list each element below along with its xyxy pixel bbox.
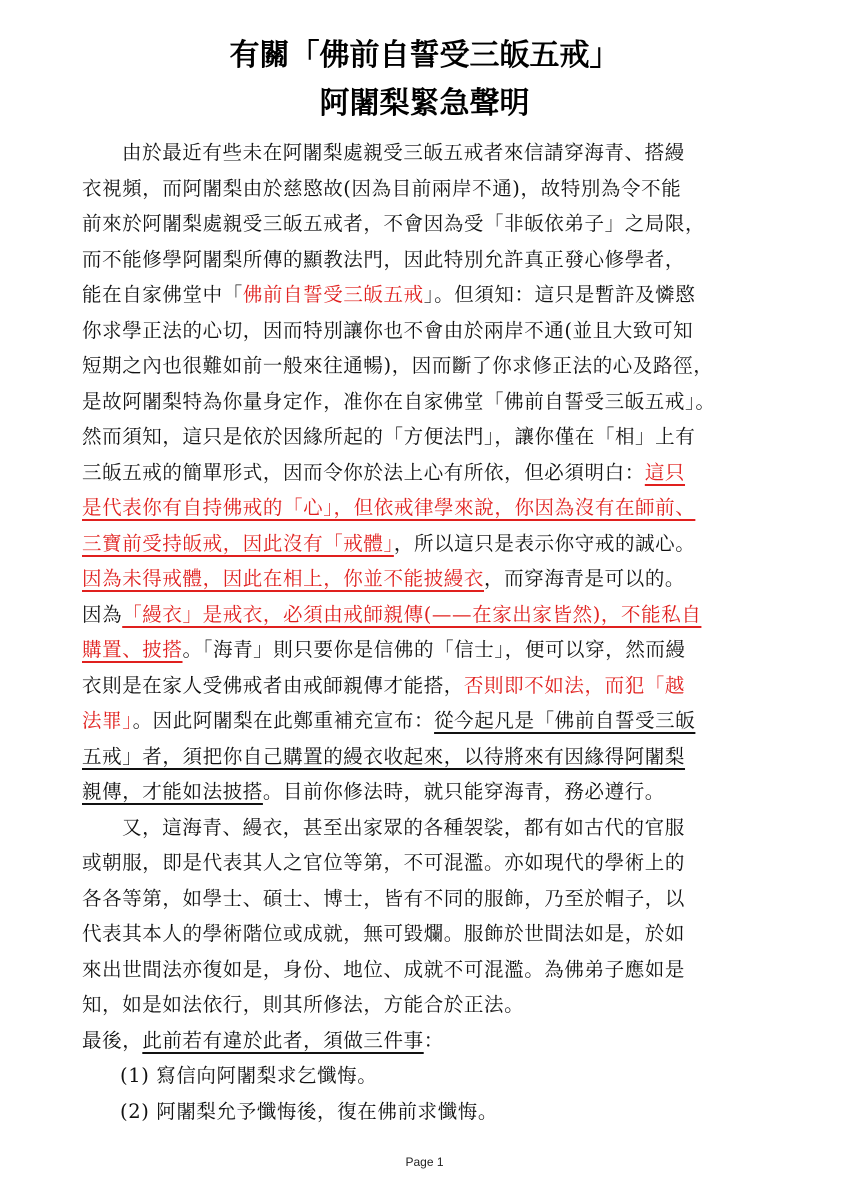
text-segment: 你求學正法的心切，因而特別讓你也不會由於兩岸不通(並且大致可知 — [82, 318, 694, 342]
paragraph-line — [82, 952, 772, 988]
paragraph-line — [82, 419, 772, 455]
text-segment: ，所以這只是表示你守戒的誠心。 — [393, 531, 696, 555]
page-number: Page 1 — [405, 1155, 444, 1169]
text-segment: 五戒」者，須把你自己購置的縵衣收起來，以待將來有因緣得阿闍梨 — [82, 744, 686, 768]
list-item — [82, 1094, 772, 1130]
text-segment: 最後， — [82, 1028, 143, 1052]
paragraph-line — [82, 490, 772, 526]
text-segment: 又，這海青、縵衣，甚至出家眾的各種袈裟，都有如古代的官服 — [122, 815, 685, 839]
text-segment: 否則即不如法，而犯「越 — [463, 673, 686, 697]
text-segment: 前來於阿闍梨處親受三皈五戒者，不會因為受「非皈依弟子」之局限， — [82, 212, 706, 235]
text-segment: 或朝服，即是代表其人之官位等第，不可混濫。亦如現代的學術上的 — [82, 851, 686, 874]
text-segment: 此前若有違於此者，須做三件事 — [142, 1028, 424, 1052]
text-segment: 。目前你修法時，就只能穿海青，務必遵行。 — [262, 780, 665, 803]
list-item — [82, 1058, 772, 1094]
text-segment: 衣則是在家人受佛戒者由戒師親傳才能搭， — [82, 673, 464, 697]
text-segment: 從今起凡是「佛前自誓受三皈 — [434, 709, 696, 732]
paragraph-line — [82, 987, 772, 1023]
paragraph-line — [82, 313, 772, 349]
text-segment: 來出世間法亦復如是，身份、地位、成就不可混濫。為佛弟子應如是 — [82, 957, 686, 981]
text-segment: 三寶前受持皈戒，因此沒有「戒體」 — [82, 531, 394, 555]
text-segment: 是故阿闍梨特為你量身定作，准你在自家佛堂「佛前自誓受三皈五戒」。 — [82, 389, 716, 413]
paragraph-line — [82, 242, 772, 278]
document-subtitle: 阿闍梨緊急聲明 — [319, 86, 530, 121]
paragraph-line — [82, 561, 772, 597]
text-segment: 三皈五戒的簡單形式，因而令你於法上心有所依，但必須明白： — [82, 460, 645, 484]
paragraph-line — [82, 597, 772, 633]
paragraph-line — [82, 845, 772, 881]
text-segment: 親傳，才能如法披搭 — [82, 780, 263, 803]
document-title: 有關「佛前自誓受三皈五戒」 — [229, 38, 620, 73]
text-segment: 然而須知，這只是依於因緣所起的「方便法門」，讓你僅在「相」上有 — [82, 425, 696, 448]
text-segment: 佛前自誓受三皈五戒 — [242, 283, 424, 306]
paragraph-line — [82, 206, 772, 242]
text-segment: ： — [423, 1028, 444, 1052]
paragraph-line — [82, 632, 772, 668]
document-body — [82, 135, 772, 1129]
text-segment: 「縵衣」是戒衣，必須由戒師親傳(——在家出家皆然)，不能私自 — [122, 602, 702, 626]
text-segment: 代表其本人的學術階位或成就，無可毀爛。服飾於世間法如是，於如 — [82, 922, 686, 945]
text-segment: 衣視頻，而阿闍梨由於慈愍故(因為目前兩岸不通)，故特別為令不能 — [82, 176, 682, 200]
paragraph-line — [82, 668, 772, 704]
paragraph-line — [82, 774, 772, 810]
text-segment: 而不能修學阿闍梨所傳的顯教法門，因此特別允許真正發心修學者， — [82, 247, 686, 271]
text-segment: 知，如是如法依行，則其所修法，方能合於正法。 — [82, 993, 525, 1016]
paragraph-line — [82, 135, 772, 171]
text-segment: 因為未得戒體，因此在相上，你並不能披縵衣 — [82, 567, 485, 590]
paragraph-line — [82, 703, 772, 739]
paragraph-line — [82, 171, 772, 207]
text-segment: ，而穿海青是可以的。 — [484, 567, 686, 590]
paragraph-line — [82, 916, 772, 952]
text-segment: 」。但須知：這只是暫許及憐愍 — [423, 283, 696, 306]
paragraph-line — [82, 348, 772, 384]
text-segment: 短期之內也很難如前一般來往通暢)，因而斷了你求修正法的心及路徑， — [82, 354, 714, 377]
text-segment: 這只 — [644, 460, 686, 484]
text-segment: (2) 阿闍梨允予懺悔後，復在佛前求懺悔。 — [120, 1099, 498, 1123]
text-segment: 因為 — [82, 602, 123, 626]
paragraph-line — [82, 810, 772, 846]
text-segment: 法罪」 — [82, 709, 133, 732]
paragraph-line — [82, 881, 772, 917]
text-segment: 由於最近有些未在阿闍梨處親受三皈五戒者來信請穿海青、搭縵 — [122, 141, 685, 164]
text-segment: 是代表你有自持佛戒的「心」，但依戒律學來說，你因為沒有在師前、 — [82, 496, 696, 519]
paragraph-line — [82, 455, 772, 491]
text-segment: (1) 寫信向阿闍梨求乞懺悔。 — [120, 1064, 378, 1087]
paragraph-line — [82, 384, 772, 420]
text-segment: 購置、披搭 — [82, 638, 183, 661]
paragraph-line — [82, 526, 772, 562]
paragraph-line — [82, 277, 772, 313]
paragraph-line — [82, 739, 772, 775]
text-segment: 能在自家佛堂中「 — [82, 283, 243, 306]
text-segment: 各各等第，如學士、碩士、博士，皆有不同的服飾，乃至於帽子，以 — [82, 886, 686, 910]
paragraph-line — [82, 1023, 772, 1059]
text-segment: 。因此阿闍梨在此鄭重補充宣布： — [132, 709, 435, 732]
text-segment: 。「海青」則只要你是信佛的「信士」，便可以穿，然而縵 — [182, 638, 686, 661]
